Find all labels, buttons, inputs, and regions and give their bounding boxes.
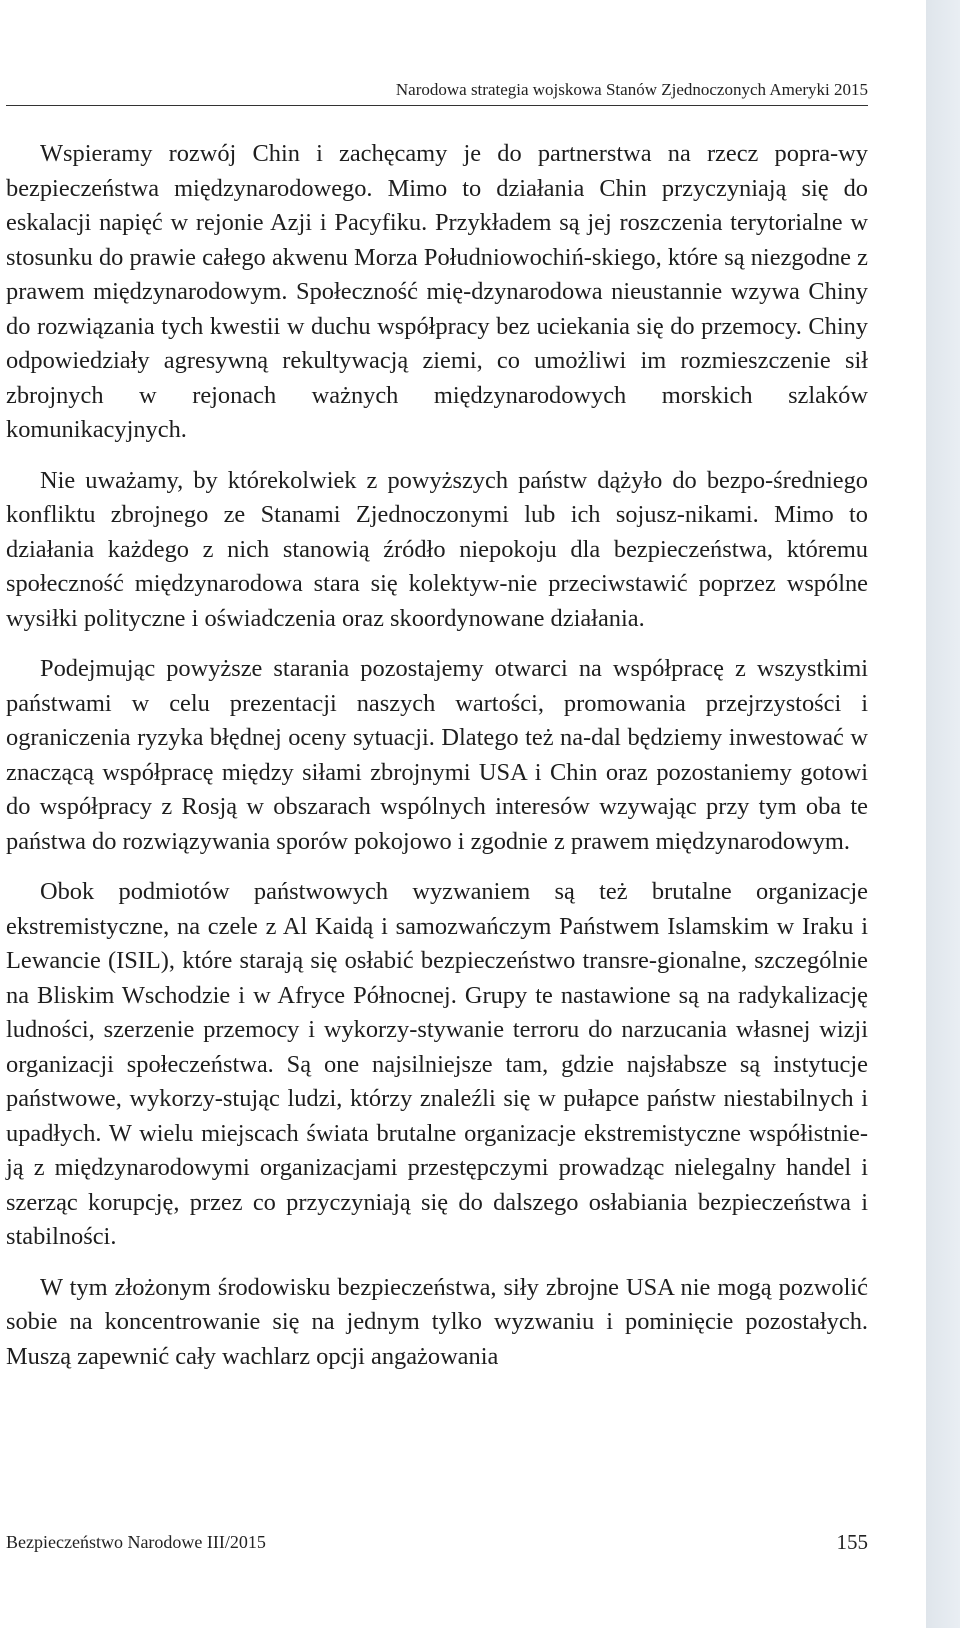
paragraph: Nie uważamy, by którekolwiek z powyższych państw dążyło do bezpo-średniego konfliktu zbrojnego ze Stanami Zjednoczonymi lub ich sojusz-nikami. Mimo to działania każdego z nich stanowią źródło niepokoju dla bezpieczeństwa, któremu społeczność międzynarodowa stara się kolektyw-nie przeciwstawić poprzez wspólne wysiłki polityczne i oświadczenia oraz skoordynowane działania. [6, 466, 868, 632]
footer-journal: Bezpieczeństwo Narodowe III/2015 [6, 1532, 266, 1552]
page-number: 155 [836, 1530, 868, 1554]
paragraph: Podejmując powyższe starania pozostajemy otwarci na współpracę z wszystkimi państwami w celu prezentacji naszych wartości, promowania przejrzystości i ograniczenia ryzyka błędnej oceny sytuacji. Dlatego też na-dal będziemy inwestować w znaczącą współpracę między siłami zbrojnymi USA i Chin oraz pozostaniemy gotowi do współpracy z Rosją w obszarach wspólnych interesów wzywając przy tym oba te państwa do rozwiązywania sporów pokojowo i zgodnie z prawem międzynarodowym. [6, 655, 868, 855]
header-rule [6, 105, 868, 106]
running-header: Narodowa strategia wojskowa Stanów Zjednoczonych Ameryki 2015 [395, 80, 868, 99]
page-edge-strip [926, 0, 960, 1628]
paragraph: Wspieramy rozwój Chin i zachęcamy je do partnerstwa na rzecz popra-wy bezpieczeństwa międzynarodowego. Mimo to działania Chin przyczyniają się do eskalacji napięć w rejonie Azji i Pacyfiku. Przykładem są jej roszczenia terytorialne w stosunku do prawie całego akwenu Morza Południowochiń-skiego, które są niezgodne z prawem międzynarodowym. Społeczność mię-dzynarodowa nieustannie wzywa Chiny do rozwiązania tych kwestii w duchu współpracy bez uciekania się do przemocy. Chiny odpowiedziały agresywną rekultywacją ziemi, co umożliwi im rozmieszczenie sił zbrojnych w rejonach ważnych międzynarodowych morskich szlaków komunikacyjnych. [6, 140, 868, 443]
paragraph: W tym złożonym środowisku bezpieczeństwa, siły zbrojne USA nie mogą pozwolić sobie na koncentrowanie się na jednym tylko wyzwaniu i pominięcie pozostałych. Muszą zapewnić cały wachlarz opcji angażowania [6, 1273, 868, 1370]
body-text [6, 137, 868, 1390]
paragraph: Obok podmiotów państwowych wyzwaniem są też brutalne organizacje ekstremistyczne, na czele z Al Kaidą i samozwańczym Państwem Islamskim w Iraku i Lewancie (ISIL), które starają się osłabić bezpieczeństwo transre-gionalne, szczególnie na Bliskim Wschodzie i w Afryce Północnej. Grupy te nastawione są na radykalizację ludności, szerzenie przemocy i wykorzy-stywanie terroru do narzucania własnej wizji organizacji społeczeństwa. Są one najsilniejsze tam, gdzie najsłabsze są instytucje państwowe, wykorzy-stując ludzi, którzy znaleźli się w pułapce państw niestabilnych i upadłych. W wielu miejscach świata brutalne organizacje ekstremistyczne współistnie-ją z międzynarodowymi organizacjami przestępczymi prowadząc nielegalny handel i szerząc korupcję, przez co przyczyniają się do dalszego osłabiania bezpieczeństwa i stabilności. [6, 878, 868, 1250]
